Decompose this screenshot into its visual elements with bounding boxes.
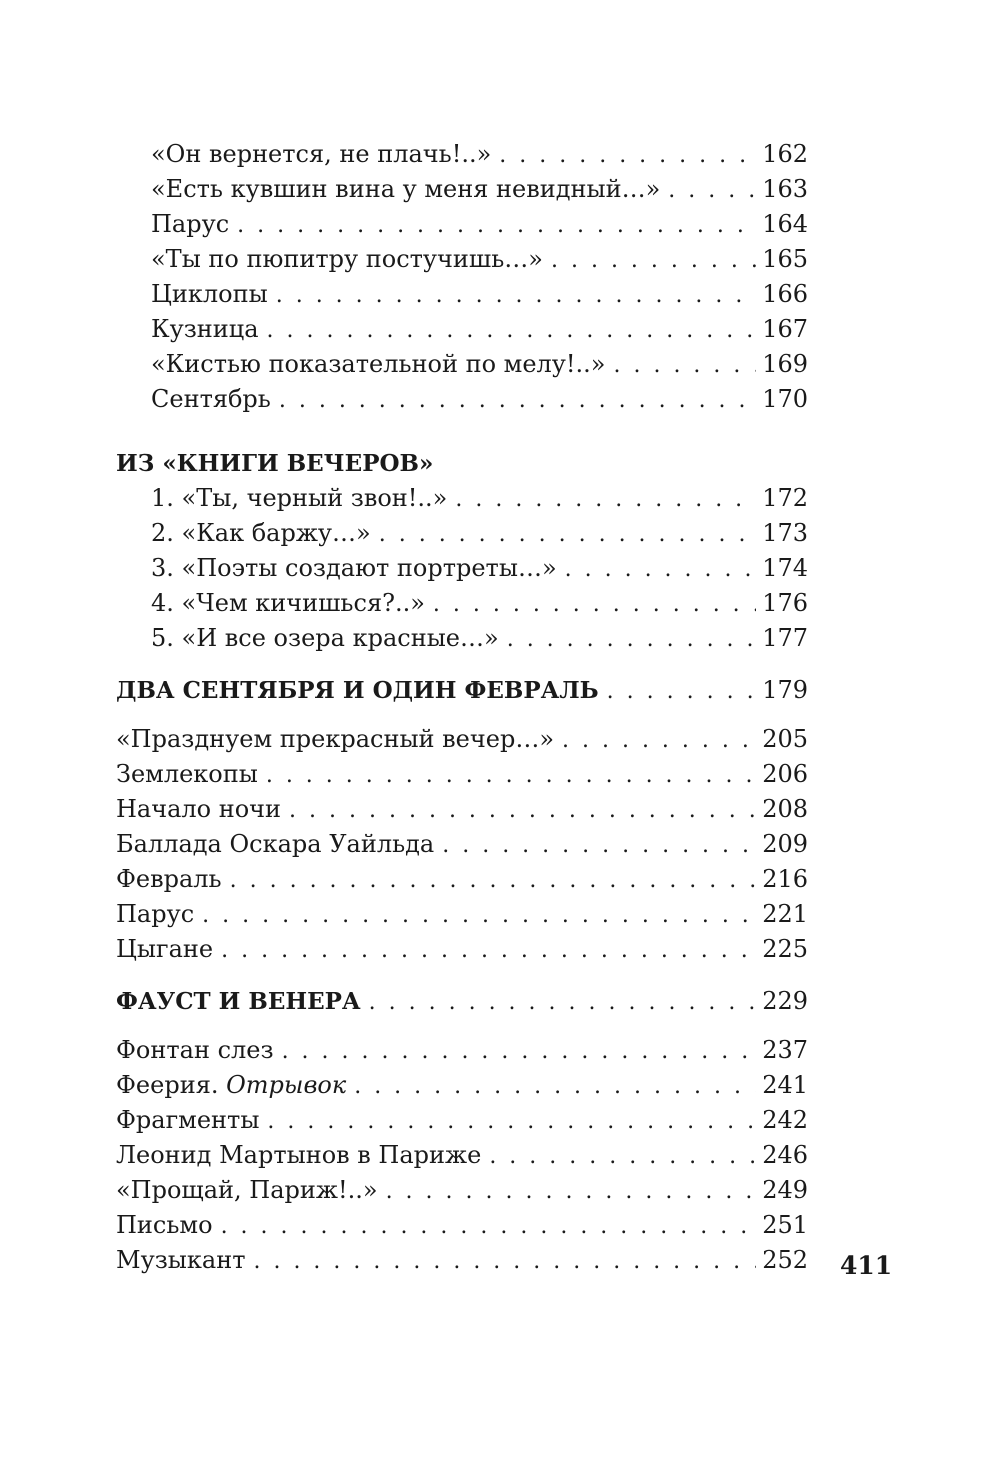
toc-entry [116,1068,808,1103]
entry-title: 1. «Ты, черный звон!..» [151,484,448,512]
entry-title: 3. «Поэты создают портреты…» [151,554,557,582]
entry-page: 208 [762,795,808,823]
toc-entry [116,932,808,967]
entry-page: 205 [762,725,808,753]
dot-leader [282,1034,757,1069]
dot-leader [442,828,756,863]
toc-entry [116,897,808,932]
toc-entry [116,862,808,897]
entry-title [116,1068,346,1103]
dot-leader [267,313,757,348]
dot-leader [562,723,756,758]
entry-title: «Есть кувшин вина у меня невидный…» [151,175,661,203]
toc-entry [116,1033,808,1068]
spacer [116,417,808,446]
entry-page: 172 [762,484,808,512]
dot-leader [551,243,756,278]
entry-title: Сентябрь [151,385,271,413]
table-of-contents [116,137,808,1278]
dot-leader [507,622,756,657]
section-heading [116,446,808,481]
dot-leader [455,482,756,517]
entry-page: 237 [762,1036,808,1064]
toc-entry [116,1208,808,1243]
dot-leader [279,383,756,418]
entry-page: 170 [762,385,808,413]
dot-leader [499,138,756,173]
entry-page: 252 [762,1246,808,1274]
entry-page: 251 [762,1211,808,1239]
dot-leader [230,863,757,898]
entry-title-italic: Отрывок [226,1071,347,1099]
spacer [116,708,808,722]
entry-page: 206 [762,760,808,788]
entry-title: 5. «И все озера красные…» [151,624,499,652]
section-heading [116,673,808,708]
entry-title: Фонтан слез [116,1036,274,1064]
toc-entry [116,516,808,551]
entry-page: 246 [762,1141,808,1169]
toc-entry [116,277,808,312]
entry-title: Фрагменты [116,1106,260,1134]
dot-leader [221,1209,757,1244]
section-title: ФАУСТ И ВЕНЕРА [116,988,361,1015]
entry-page: 169 [762,350,808,378]
entry-page: 209 [762,830,808,858]
entry-title: 4. «Чем кичишься?..» [151,589,425,617]
section-title: ДВА СЕНТЯБРЯ И ОДИН ФЕВРАЛЬ [116,677,599,704]
entry-page: 166 [762,280,808,308]
entry-page: 165 [762,245,808,273]
entry-title: «Празднуем прекрасный вечер…» [116,725,554,753]
entry-title: «Ты по пюпитру постучишь…» [151,245,543,273]
toc-entry [116,172,808,207]
entry-title: «Прощай, Париж!..» [116,1176,378,1204]
entry-page: 177 [762,624,808,652]
entry-title: Музыкант [116,1246,246,1274]
toc-entry [116,382,808,417]
section-heading [116,984,808,1019]
dot-leader [266,758,756,793]
toc-entry [116,586,808,621]
toc-entry [116,1173,808,1208]
dot-leader [369,985,757,1020]
entry-title: Кузница [151,315,259,343]
spacer [116,656,808,673]
entry-title: Циклопы [151,280,268,308]
toc-entry [116,137,808,172]
toc-entry [116,347,808,382]
entry-page: 173 [762,519,808,547]
entry-page: 176 [762,589,808,617]
toc-entry [116,722,808,757]
entry-title: Баллада Оскара Уайльда [116,830,435,858]
dot-leader [237,208,756,243]
toc-entry [116,242,808,277]
dot-leader [289,793,756,828]
toc-entry [116,1103,808,1138]
entry-page: 242 [762,1106,808,1134]
spacer [116,1019,808,1033]
entry-title: «Он вернется, не плачь!..» [151,140,492,168]
dot-leader [565,552,757,587]
section-page: 179 [762,676,808,704]
toc-entry [116,757,808,792]
entry-page: 164 [762,210,808,238]
entry-title: Леонид Мартынов в Париже [116,1141,482,1169]
entry-page: 221 [762,900,808,928]
entry-title: Парус [151,210,230,238]
dot-leader [379,517,756,552]
toc-entry [116,1138,808,1173]
entry-title: Цыгане [116,935,214,963]
dot-leader [489,1139,756,1174]
toc-entry [116,551,808,586]
entry-page: 249 [762,1176,808,1204]
spacer [116,967,808,984]
entry-title: Февраль [116,865,222,893]
entry-page: 174 [762,554,808,582]
dot-leader [433,587,756,622]
dot-leader [202,898,756,933]
entry-page: 216 [762,865,808,893]
entry-page: 241 [762,1071,808,1099]
entry-title-main: Феерия. [116,1071,219,1099]
toc-entry [116,621,808,656]
entry-page: 225 [762,935,808,963]
entry-title: Начало ночи [116,795,282,823]
entry-title: «Кистью показательной по мелу!..» [151,350,606,378]
entry-page: 167 [762,315,808,343]
toc-entry [116,1243,808,1278]
toc-entry [116,481,808,516]
entry-title: Землекопы [116,760,258,788]
dot-leader [354,1069,756,1104]
dot-leader [221,933,756,968]
toc-entry [116,207,808,242]
entry-title: 2. «Как баржу…» [151,519,371,547]
dot-leader [267,1104,756,1139]
dot-leader [386,1174,757,1209]
toc-entry [116,792,808,827]
dot-leader [607,674,757,709]
entry-page: 162 [762,140,808,168]
toc-entry [116,827,808,862]
entry-page: 163 [762,175,808,203]
page-number: 411 [840,1251,893,1280]
section-title: ИЗ «КНИГИ ВЕЧЕРОВ» [116,450,434,477]
dot-leader [253,1244,756,1279]
dot-leader [668,173,756,208]
dot-leader [276,278,756,313]
entry-title: Письмо [116,1211,213,1239]
entry-title: Парус [116,900,195,928]
section-page: 229 [762,987,808,1015]
toc-entry [116,312,808,347]
dot-leader [613,348,756,383]
